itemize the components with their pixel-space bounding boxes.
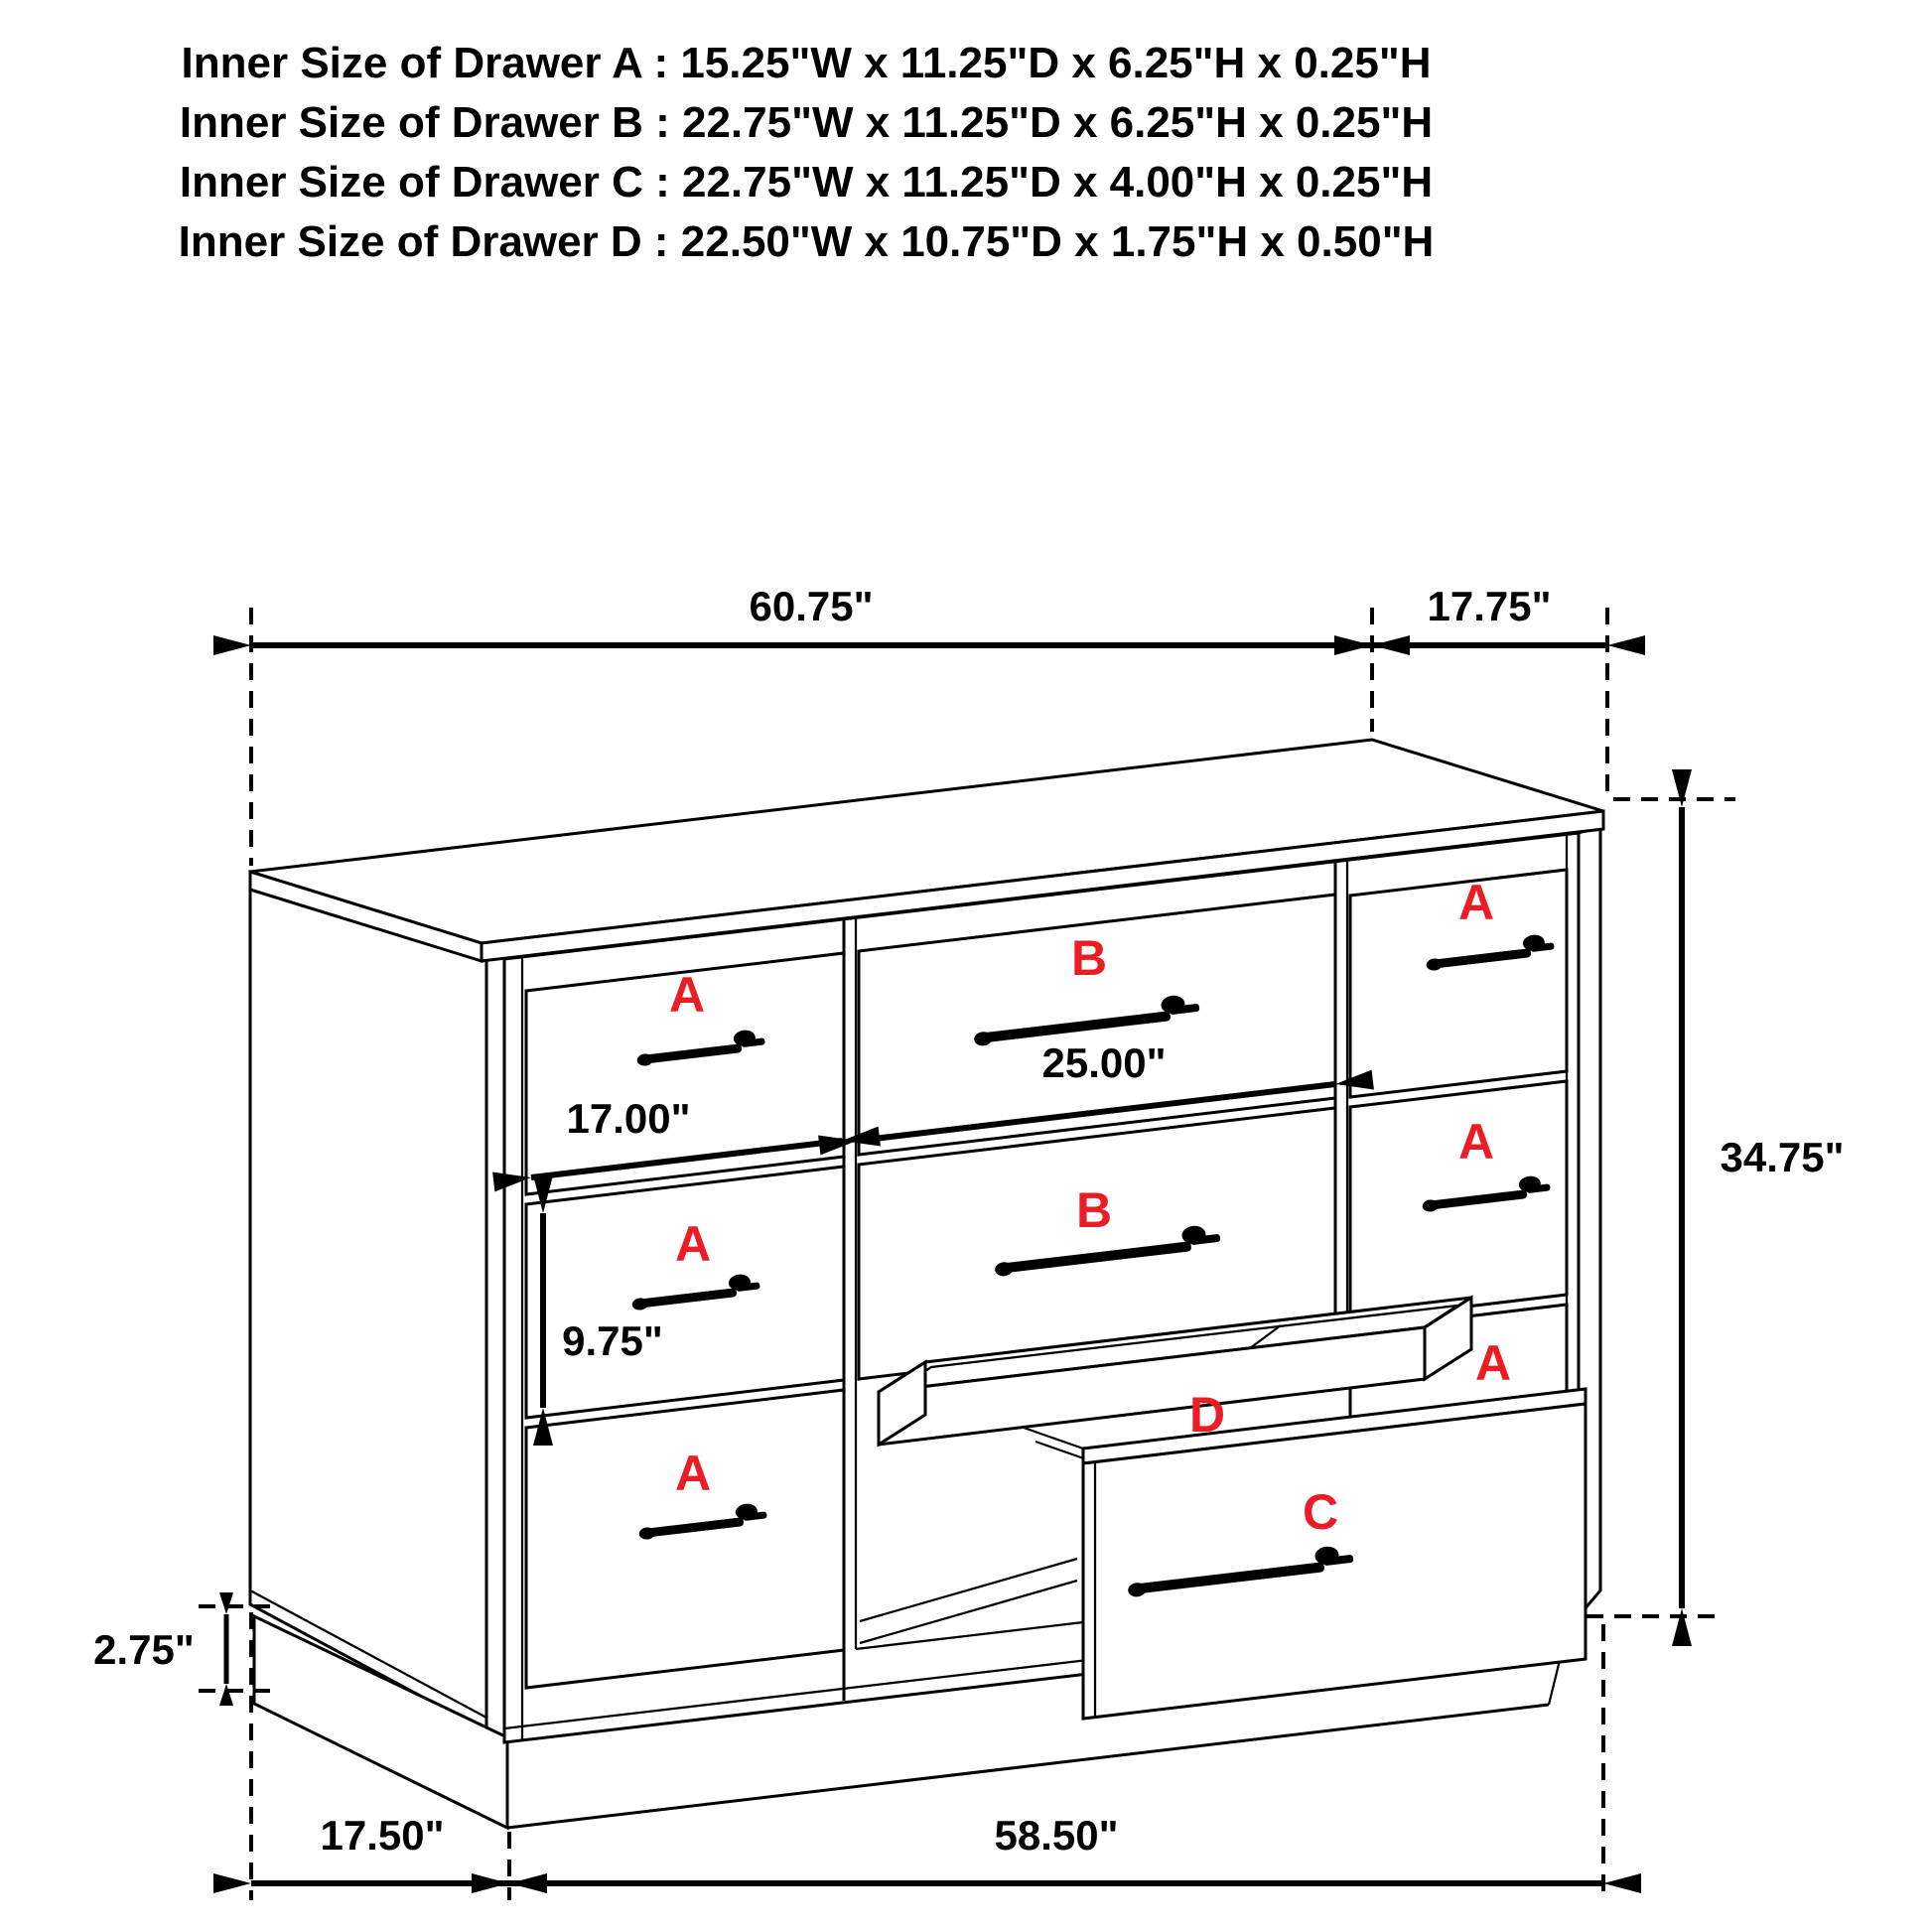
drawer-b-width-value: 25.00": [1041, 1039, 1167, 1086]
cabinet-left-side-panel: [250, 884, 486, 1731]
cabinet-drawing: [250, 740, 1603, 1828]
title-block: [179, 39, 1435, 266]
title-line-drawer-a: Inner Size of Drawer A : 15.25"W x 11.25"D x 6.25"H x 0.25"H: [181, 39, 1432, 87]
drawer-a1-label: A: [668, 967, 706, 1023]
title-line-drawer-b: Inner Size of Drawer B : 22.75"W x 11.25"D x 6.25"H x 0.25"H: [179, 98, 1434, 147]
overall-height-value: 34.75": [1720, 1134, 1845, 1180]
drawer-a-height-value: 9.75": [562, 1317, 663, 1364]
drawer-a5-label: A: [1457, 1114, 1495, 1170]
base-depth-value: 17.50": [320, 1812, 445, 1859]
dimension-base-width: [509, 1812, 1603, 1883]
drawer-a2-front: [526, 1167, 844, 1418]
drawer-a2-label: A: [674, 1216, 712, 1272]
base-width-value: 58.50": [994, 1812, 1119, 1859]
drawer-c-label: C: [1302, 1484, 1339, 1540]
base-height-value: 2.75": [93, 1626, 195, 1673]
drawer-a3-label: A: [674, 1446, 712, 1501]
drawer-a6-label: A: [1474, 1335, 1512, 1391]
drawer-b1-label: B: [1070, 930, 1108, 986]
dimension-top-depth: [1372, 583, 1607, 645]
top-width-value: 60.75": [749, 583, 874, 629]
dimension-base-height: [93, 1606, 270, 1691]
drawer-d-label: D: [1188, 1387, 1226, 1443]
title-line-drawer-c: Inner Size of Drawer C : 22.75"W x 11.25"D x 4.00"H x 0.25"H: [179, 158, 1434, 207]
drawer-b2-label: B: [1075, 1182, 1113, 1238]
drawer-a4-label: A: [1457, 875, 1495, 930]
drawer-a3-front: [526, 1390, 844, 1688]
drawer-a-width-value: 17.00": [566, 1095, 691, 1142]
top-depth-value: 17.75": [1427, 583, 1552, 629]
title-line-drawer-d: Inner Size of Drawer D : 22.50"W x 10.75"D x 1.75"H x 0.50"H: [178, 217, 1435, 266]
dimension-overall-height: [1587, 799, 1845, 1616]
